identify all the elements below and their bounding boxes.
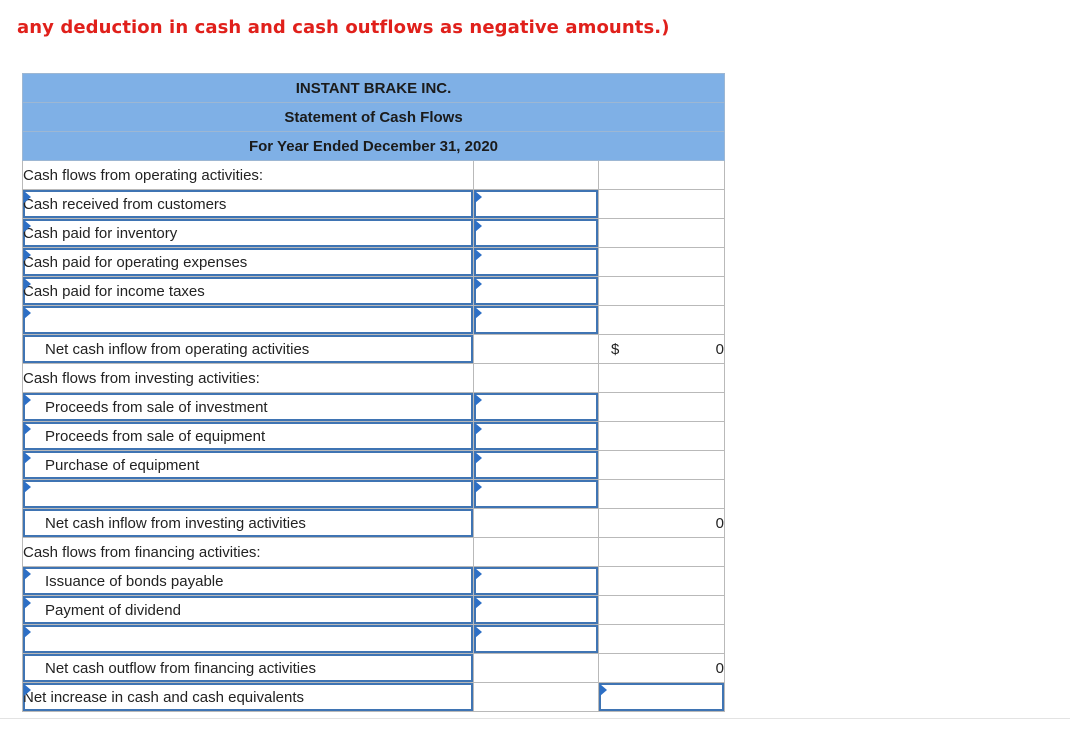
investing-amount-input[interactable] bbox=[474, 422, 599, 451]
investing-label-select[interactable] bbox=[23, 480, 474, 509]
cash-flow-statement-table bbox=[22, 73, 725, 712]
investing-amount-input[interactable] bbox=[474, 451, 599, 480]
investing-amount-input[interactable] bbox=[474, 393, 599, 422]
operating-label-select[interactable] bbox=[23, 306, 474, 335]
investing-heading: Cash flows from investing activities: bbox=[23, 364, 474, 393]
company-name: INSTANT BRAKE INC. bbox=[23, 74, 725, 103]
operating-amount-input[interactable] bbox=[474, 306, 599, 335]
investing-label-select[interactable]: Proceeds from sale of equipment bbox=[23, 422, 474, 451]
operating-heading: Cash flows from operating activities: bbox=[23, 161, 474, 190]
investing-total-label: Net cash inflow from investing activities bbox=[23, 509, 474, 538]
currency-symbol: $ bbox=[611, 341, 620, 358]
financing-label-select[interactable]: Issuance of bonds payable bbox=[23, 567, 474, 596]
financing-amount-input[interactable] bbox=[474, 625, 599, 654]
operating-total-value: 0 bbox=[715, 340, 724, 358]
financing-heading: Cash flows from financing activities: bbox=[23, 538, 474, 567]
operating-label-select[interactable]: Cash paid for income taxes bbox=[23, 277, 474, 306]
page-divider bbox=[0, 718, 1070, 719]
operating-label-select[interactable]: Cash paid for inventory bbox=[23, 219, 474, 248]
operating-total-cell bbox=[599, 335, 725, 364]
operating-label-select[interactable]: Cash received from customers bbox=[23, 190, 474, 219]
financing-label-select[interactable]: Payment of dividend bbox=[23, 596, 474, 625]
financing-total-value: 0 bbox=[599, 654, 725, 683]
operating-amount-input[interactable] bbox=[474, 277, 599, 306]
net-increase-label-select[interactable]: Net increase in cash and cash equivalents bbox=[23, 683, 474, 712]
investing-amount-input[interactable] bbox=[474, 480, 599, 509]
investing-total-value: 0 bbox=[599, 509, 725, 538]
operating-label-select[interactable]: Cash paid for operating expenses bbox=[23, 248, 474, 277]
instruction-text: any deduction in cash and cash outflows as negative amounts.) bbox=[17, 17, 670, 38]
investing-label-select[interactable]: Purchase of equipment bbox=[23, 451, 474, 480]
statement-period: For Year Ended December 31, 2020 bbox=[23, 132, 725, 161]
operating-amount-input[interactable] bbox=[474, 190, 599, 219]
financing-total-label: Net cash outflow from financing activities bbox=[23, 654, 474, 683]
operating-total-label: Net cash inflow from operating activities bbox=[23, 335, 474, 364]
investing-label-select[interactable]: Proceeds from sale of investment bbox=[23, 393, 474, 422]
statement-title: Statement of Cash Flows bbox=[23, 103, 725, 132]
financing-amount-input[interactable] bbox=[474, 567, 599, 596]
financing-amount-input[interactable] bbox=[474, 596, 599, 625]
operating-amount-input[interactable] bbox=[474, 219, 599, 248]
net-increase-amount-input[interactable] bbox=[599, 683, 725, 712]
operating-amount-input[interactable] bbox=[474, 248, 599, 277]
financing-label-select[interactable] bbox=[23, 625, 474, 654]
